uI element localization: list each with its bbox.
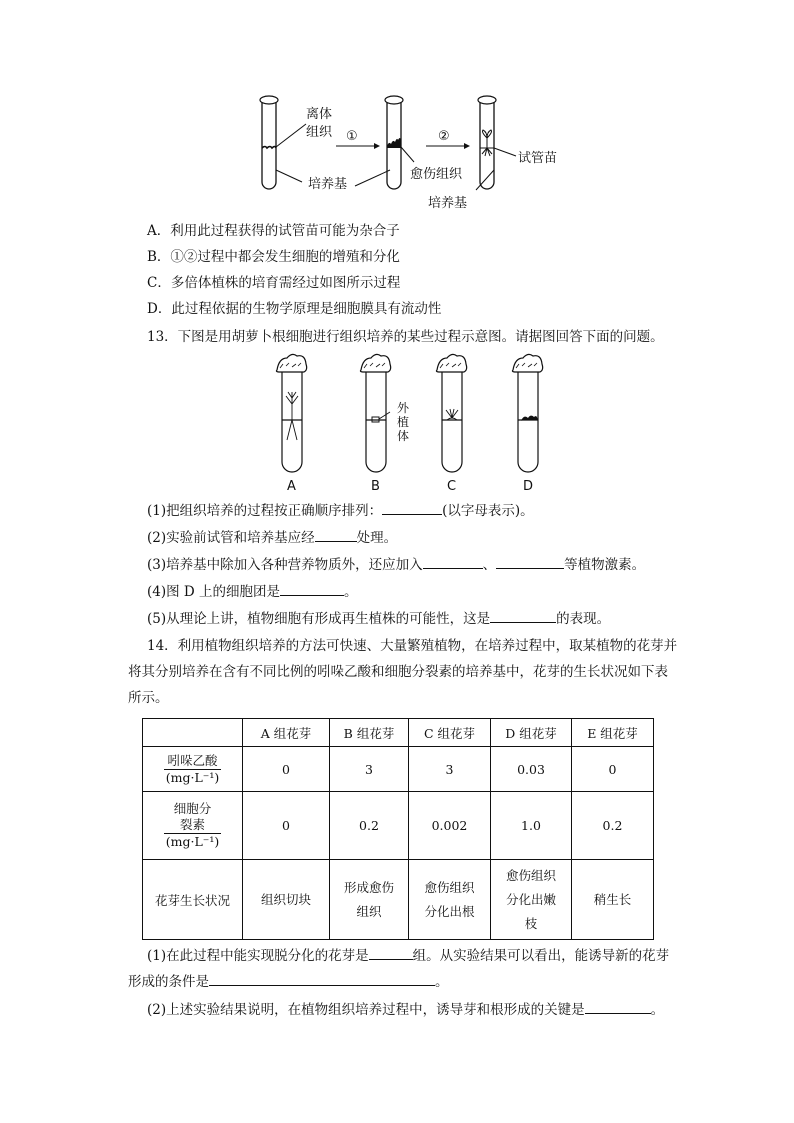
q14-stem: 14．利用植物组织培养的方法可快速、大量繁殖植物，在培养过程中，取某植物的花芽并将其分别培养在含有不同比例的吲哚乙酸和细胞分裂素的培养基中，花芽的生长状况如下表所示。	[128, 638, 678, 706]
test-tube-callus	[385, 96, 403, 189]
table-cell: 3	[409, 747, 491, 792]
q13-sub1-text-a: (1)把组织培养的过程按正确顺序排列：	[147, 503, 383, 519]
q13-sub4-blank[interactable]	[280, 583, 344, 596]
q14-sub1-text-a: (1)在此过程中能实现脱分化的花芽是	[147, 948, 369, 964]
cell-line: 愈伤组织	[505, 867, 556, 883]
test-tube-explant	[260, 96, 278, 189]
arrow-2	[464, 143, 470, 149]
cytokinin-label-line1: 细胞分	[173, 801, 212, 816]
q13-sub2-text-b: 处理。	[356, 530, 398, 546]
table-cell	[572, 860, 654, 940]
table-cell	[330, 860, 409, 940]
test-tube-plantlet	[478, 96, 496, 189]
iaa-label: 吲哚乙酸	[164, 753, 222, 770]
q13-sub3-text-b: 等植物激素。	[564, 557, 646, 573]
q13-sub5-text-a: (5)从理论上讲，植物细胞有形成再生植株的可能性，这是	[147, 611, 491, 627]
table-row-cytokinin	[143, 792, 654, 860]
table-cell: 0	[243, 792, 330, 860]
q13-sub3-blank-2[interactable]	[496, 556, 564, 569]
figure-tissue-culture-process	[250, 90, 580, 215]
figure-carrot-culture	[268, 352, 558, 497]
q13-sub3	[147, 556, 645, 574]
table-header-cell: B 组花芽	[330, 719, 409, 747]
q13-sub2-text-a: (2)实验前试管和培养基应经	[147, 530, 315, 546]
table-header-cell: A 组花芽	[243, 719, 330, 747]
cytokinin-unit: (mg·L⁻¹)	[165, 834, 220, 849]
q13-stem: 13．下图是用胡萝卜根细胞进行组织培养的某些过程示意图。请据图回答下面的问题。	[147, 329, 664, 345]
label-medium-b: 培养基	[428, 196, 468, 211]
table-cell	[243, 860, 330, 940]
tube-label-a: A	[287, 479, 296, 494]
table-row-growth	[143, 860, 654, 940]
test-tube-c	[436, 354, 466, 472]
label-callus: 愈伤组织	[410, 167, 463, 182]
tube-label-b: B	[371, 479, 380, 494]
q13-sub3-text-a: (3)培养基中除加入各种营养物质外，还应加入	[147, 557, 423, 573]
cell-line: 分化出根	[424, 903, 475, 919]
cell-line: 枝	[524, 915, 538, 931]
q13-sub1-blank[interactable]	[382, 502, 442, 515]
tube-label-c: C	[447, 479, 457, 494]
table-cell: 1.0	[491, 792, 572, 860]
label-plantlet: 试管苗	[518, 151, 558, 166]
row-label-growth: 花芽生长状况	[143, 860, 243, 940]
table-header-row	[143, 719, 654, 747]
q14-sub1-text-c: 。	[435, 974, 449, 990]
q13-sub1-text-b: (以字母表示)。	[442, 503, 534, 519]
q14-sub1	[128, 943, 680, 995]
q14-sub2-text-b: 。	[650, 1002, 665, 1018]
row-label-iaa	[143, 747, 243, 792]
q13-sub2	[147, 529, 397, 547]
q13-sub5	[147, 610, 610, 628]
cytokinin-label: 裂素	[164, 817, 222, 834]
test-tube-d	[512, 354, 542, 472]
q12-option-c: C．多倍体植株的培育需经过如图所示过程	[147, 275, 401, 291]
label-tissue-line2: 组织	[306, 125, 333, 140]
q14-sub1-text-b: 组。从实验结果可以看出，能诱导新的花芽形成的条件是	[128, 948, 670, 990]
q12-option-b: B．①②过程中都会发生细胞的增殖和分化	[147, 249, 400, 265]
row-label-cytokinin	[143, 792, 243, 860]
step-2-marker: ②	[438, 129, 450, 144]
table-cell: 0	[572, 747, 654, 792]
q14-sub2-blank[interactable]	[585, 1001, 651, 1014]
q13-sub4-text-b: 。	[344, 584, 358, 600]
table-header-cell: E 组花芽	[572, 719, 654, 747]
q13-sub2-blank[interactable]	[315, 529, 357, 542]
q14-sub1-blank-2[interactable]	[209, 973, 435, 986]
table-cell: 0.2	[572, 792, 654, 860]
table-cell: 3	[330, 747, 409, 792]
explant-label-2: 植	[397, 415, 410, 429]
q13-sub3-separator: 、	[482, 557, 497, 573]
explant-label-1: 外	[397, 401, 410, 415]
label-tissue-line1: 离体	[306, 107, 333, 122]
table-cell: 0.03	[491, 747, 572, 792]
q14-sub1-blank-1[interactable]	[369, 947, 413, 960]
q13-sub5-blank[interactable]	[490, 610, 556, 623]
table-cell: 0	[243, 747, 330, 792]
q13-sub1	[147, 502, 534, 520]
q14-sub2	[128, 997, 680, 1023]
cell-line: 稍生长	[593, 891, 632, 907]
iaa-unit: (mg·L⁻¹)	[165, 769, 220, 785]
table-row-iaa	[143, 747, 654, 792]
step-1-marker: ①	[346, 129, 358, 144]
q14-table	[142, 718, 654, 940]
table-header-cell: C 组花芽	[409, 719, 491, 747]
cell-line: 分化出嫩	[505, 891, 556, 907]
q12-option-a: A．利用此过程获得的试管苗可能为杂合子	[147, 223, 400, 239]
cell-line: 愈伤组织	[424, 879, 475, 895]
table-cell	[409, 860, 491, 940]
table-cell	[491, 860, 572, 940]
q14-sub2-text-a: (2)上述实验结果说明，在植物组织培养过程中，诱导芽和根形成的关键是	[147, 1002, 585, 1018]
label-medium-a: 培养基	[308, 177, 348, 192]
q13-sub3-blank-1[interactable]	[423, 556, 483, 569]
table-header-cell	[143, 719, 243, 747]
table-header-cell: D 组花芽	[491, 719, 572, 747]
table-cell: 0.002	[409, 792, 491, 860]
table-cell: 0.2	[330, 792, 409, 860]
q13-sub5-text-b: 的表现。	[556, 611, 611, 627]
cell-line: 组织切块	[260, 891, 311, 907]
arrow-1	[374, 143, 380, 149]
q13-sub4-text-a: (4)图 D 上的细胞团是	[147, 584, 281, 600]
cell-line: 形成愈伤	[343, 879, 394, 895]
tube-label-d: D	[523, 479, 534, 494]
q13-sub4	[147, 583, 358, 601]
test-tube-a	[276, 354, 306, 472]
explant-label-3: 体	[397, 429, 410, 443]
cell-line: 组织	[356, 903, 382, 919]
test-tube-b	[360, 354, 390, 472]
q12-option-d: D．此过程依据的生物学原理是细胞膜具有流动性	[147, 301, 442, 317]
